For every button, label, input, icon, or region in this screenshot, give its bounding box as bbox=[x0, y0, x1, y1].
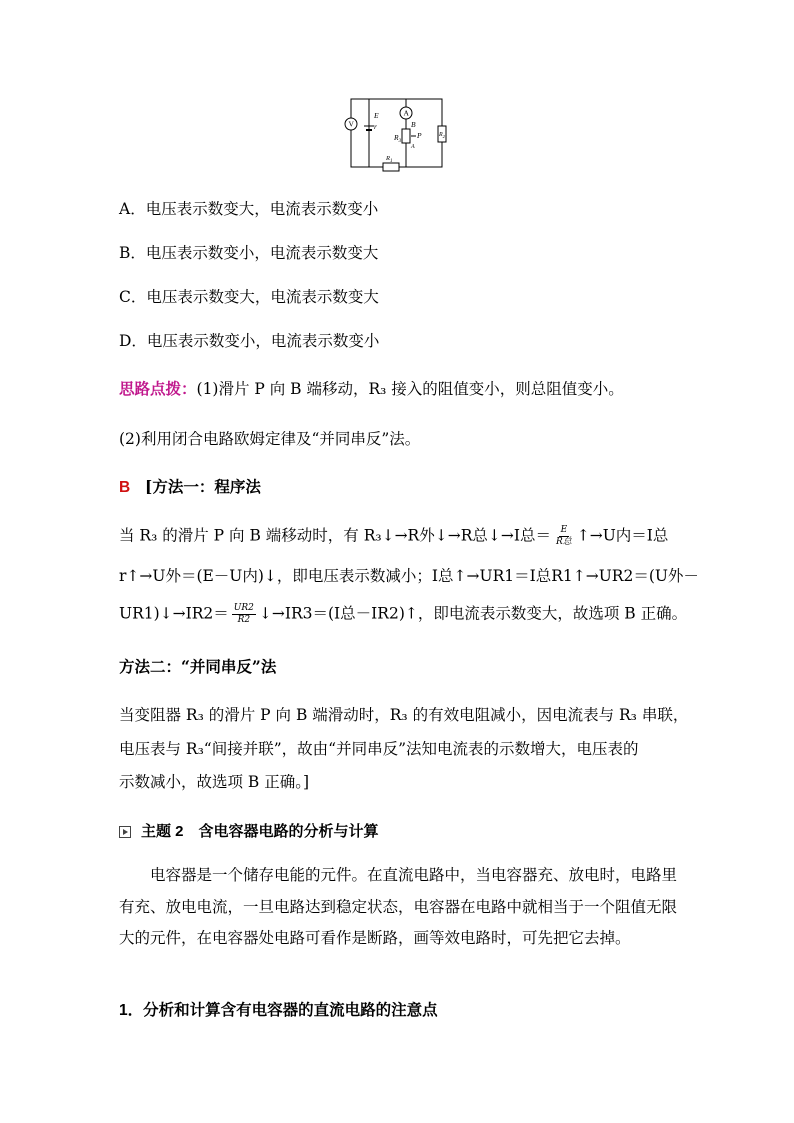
option-a: A．电压表示数变大，电流表示数变小 bbox=[119, 200, 379, 218]
r2-label: $R_2$ bbox=[439, 132, 445, 139]
method1-line-1 bbox=[119, 525, 668, 548]
method1-text-1a: 当 R₃ 的滑片 P 向 B 端移动时，有 R₃↓→R外↓→R总↓→I总＝ bbox=[119, 526, 551, 545]
voltmeter-label: V bbox=[348, 119, 354, 129]
option-c: C．电压表示数变大，电流表示数变大 bbox=[119, 288, 379, 306]
method2-line-1: 当变阻器 R₃ 的滑片 P 向 B 端滑动时，R₃ 的有效电阻减小，因电流表与 R₃ 串联， bbox=[119, 706, 689, 724]
fraction-ur2-over-r2: $\frac{UR2}{R2}$ bbox=[233, 603, 254, 625]
section-1-heading: 1．分析和计算含有电容器的直流电路的注意点 bbox=[119, 1002, 438, 1019]
hint-line-2: (2)利用闭合电路欧姆定律及“并同串反”法。 bbox=[119, 430, 421, 448]
emf-label: E bbox=[374, 111, 379, 120]
fraction-e-over-r: $\frac{E}{\text{R总}}$ bbox=[555, 525, 572, 547]
answer-letter: B bbox=[119, 479, 131, 496]
hint-label: 思路点拨： bbox=[119, 379, 197, 398]
option-b: B．电压表示数变小，电流表示数变大 bbox=[119, 244, 379, 262]
option-d: D．电压表示数变小，电流表示数变小 bbox=[119, 332, 380, 350]
method1-title: [方法一：程序法 bbox=[144, 477, 261, 496]
circuit-diagram bbox=[340, 96, 452, 174]
method2-line-2: 电压表与 R₃“间接并联”，故由“并同串反”法知电流表的示数增大，电压表的 bbox=[119, 740, 639, 758]
capacitor-paragraph: 电容器是一个储存电能的元件。在直流电路中，当电容器充、放电时，电路里有充、放电电流，一旦电路达到稳定状态，电容器在电路中就相当于一个阻值无限大的元件，在电容器处电路可看作是断路，画等效电路时，可先把它去掉。 bbox=[119, 866, 678, 947]
method1-text-3b: ↓→IR3＝(I总－IR2)↑，即电流表示数变大，故选项 B 正确。 bbox=[258, 604, 688, 623]
b-label: B bbox=[411, 120, 416, 129]
method2-title: 方法二：“并同串反”法 bbox=[119, 657, 277, 676]
a-label: A bbox=[411, 144, 415, 150]
r1-resistor bbox=[383, 163, 399, 171]
hint-text-1: (1)滑片 P 向 B 端移动，R₃ 接入的阻值变小，则总阻值变小。 bbox=[196, 380, 624, 398]
answer-header bbox=[119, 477, 261, 498]
r1-label: $R_1$ bbox=[386, 155, 393, 164]
hint-line-1 bbox=[119, 379, 624, 399]
method1-line-2: r↑→U外＝(E－U内)↓，即电压表示数减小；I总↑→UR1＝I总R1↑→UR2＝(U外－ bbox=[119, 567, 699, 585]
ammeter-label: A bbox=[403, 108, 409, 118]
method1-text-1b: ↑→U内＝I总 bbox=[576, 526, 669, 545]
method1-line-3 bbox=[119, 603, 687, 626]
triangle-bullet-icon bbox=[119, 826, 131, 838]
internal-r-label: r bbox=[374, 122, 377, 131]
method1-text-3a: UR1)↓→IR2＝ bbox=[119, 604, 229, 623]
p-label: P bbox=[417, 131, 422, 140]
r3-resistor bbox=[402, 129, 410, 143]
r3-label: $R_3$ bbox=[394, 133, 402, 144]
topic-heading bbox=[119, 820, 379, 841]
method2-line-3: 示数减小，故选项 B 正确。] bbox=[119, 773, 310, 791]
topic-label: 主题 2 含电容器电路的分析与计算 bbox=[141, 823, 379, 840]
